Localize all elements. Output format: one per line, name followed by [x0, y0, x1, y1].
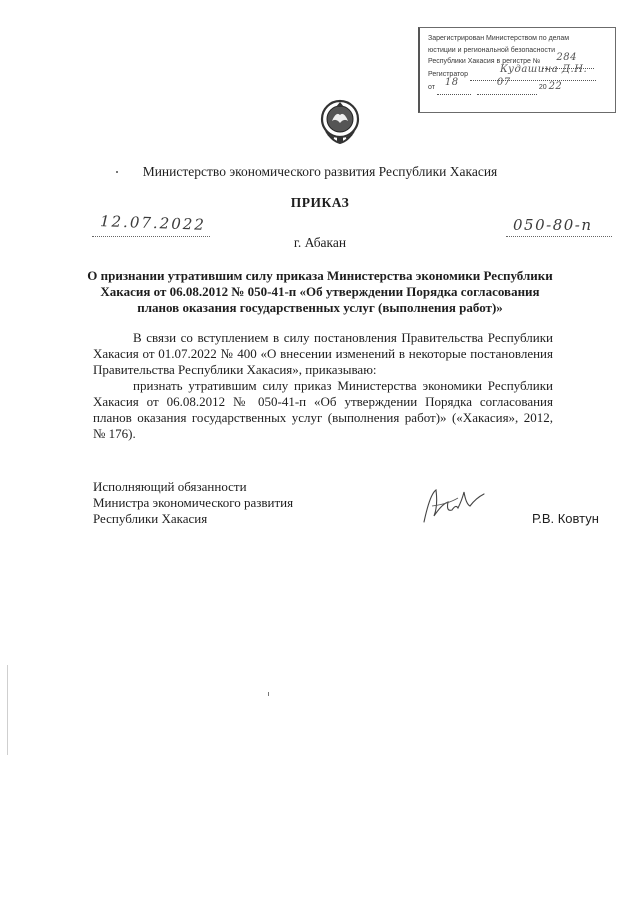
stamp-date-month: 07	[496, 77, 511, 88]
stamp-registrar-label: Регистратор	[428, 70, 468, 78]
body-paragraph-2: признать утратившим силу приказ Министерства экономики Республики Хакасия от 06.08.2012 № 050-41-п «Об утверждении Порядка согласования планов оказания государственных услуг (выполнения работ)» («Хакасия», 2012, № 176).	[93, 378, 553, 441]
body-paragraph-1: В связи со вступлением в силу постановления Правительства Республики Хакасия от 01.07.2022 № 400 «О внесении изменений в некоторые постановления Правительства Республики Хакасия», приказываю:	[93, 330, 553, 377]
stamp-line-5	[428, 77, 610, 95]
city: г. Абакан	[293, 235, 347, 250]
signatory-position	[93, 479, 293, 527]
order-number-handwritten: 050-80-п	[513, 216, 593, 234]
subject-line-1: О признании утратившим силу приказа Министерства экономики Республики	[87, 268, 553, 283]
stamp-date-year-prefix: 20	[538, 84, 547, 91]
stamp-register-number: 284	[556, 52, 577, 63]
stamp-date-year: 22	[548, 81, 563, 92]
stamp-registrar-name: Кудашина Д.Н.	[499, 63, 588, 75]
scan-speck	[268, 692, 269, 696]
subject-line-2: Хакасия от 06.08.2012 № 050-41-п «Об утверждении Порядка согласования	[100, 284, 540, 299]
order-subject	[85, 268, 555, 316]
position-line-1: Исполняющий обязанности	[93, 479, 247, 494]
order-body	[93, 330, 553, 442]
stamp-date-label: от	[428, 84, 435, 91]
coat-of-arms-icon	[318, 97, 362, 147]
position-line-3: Республики Хакасия	[93, 511, 208, 526]
registration-stamp	[418, 27, 616, 113]
stamp-line-2: юстиции и региональной безопасности	[428, 46, 555, 54]
document-type: ПРИКАЗ	[290, 195, 350, 210]
ministry-name: Министерство экономического развития Республики Хакасия	[142, 164, 498, 179]
order-date-handwritten: 12.07.2022	[99, 212, 207, 234]
scan-edge-mark	[7, 665, 8, 755]
stamp-register-label: Республики Хакасия в регистре №	[428, 58, 541, 65]
stamp-line-1: Зарегистрирован Министерством по делам	[428, 35, 570, 42]
subject-line-3: планов оказания государственных услуг (выполнения работ)»	[137, 300, 503, 315]
stamp-date-day: 18	[444, 77, 459, 88]
scan-speck	[116, 171, 118, 173]
handwritten-signature	[418, 486, 488, 526]
position-line-2: Министра экономического развития	[93, 495, 294, 510]
signatory-name: Р.В. Ковтун	[532, 511, 599, 526]
